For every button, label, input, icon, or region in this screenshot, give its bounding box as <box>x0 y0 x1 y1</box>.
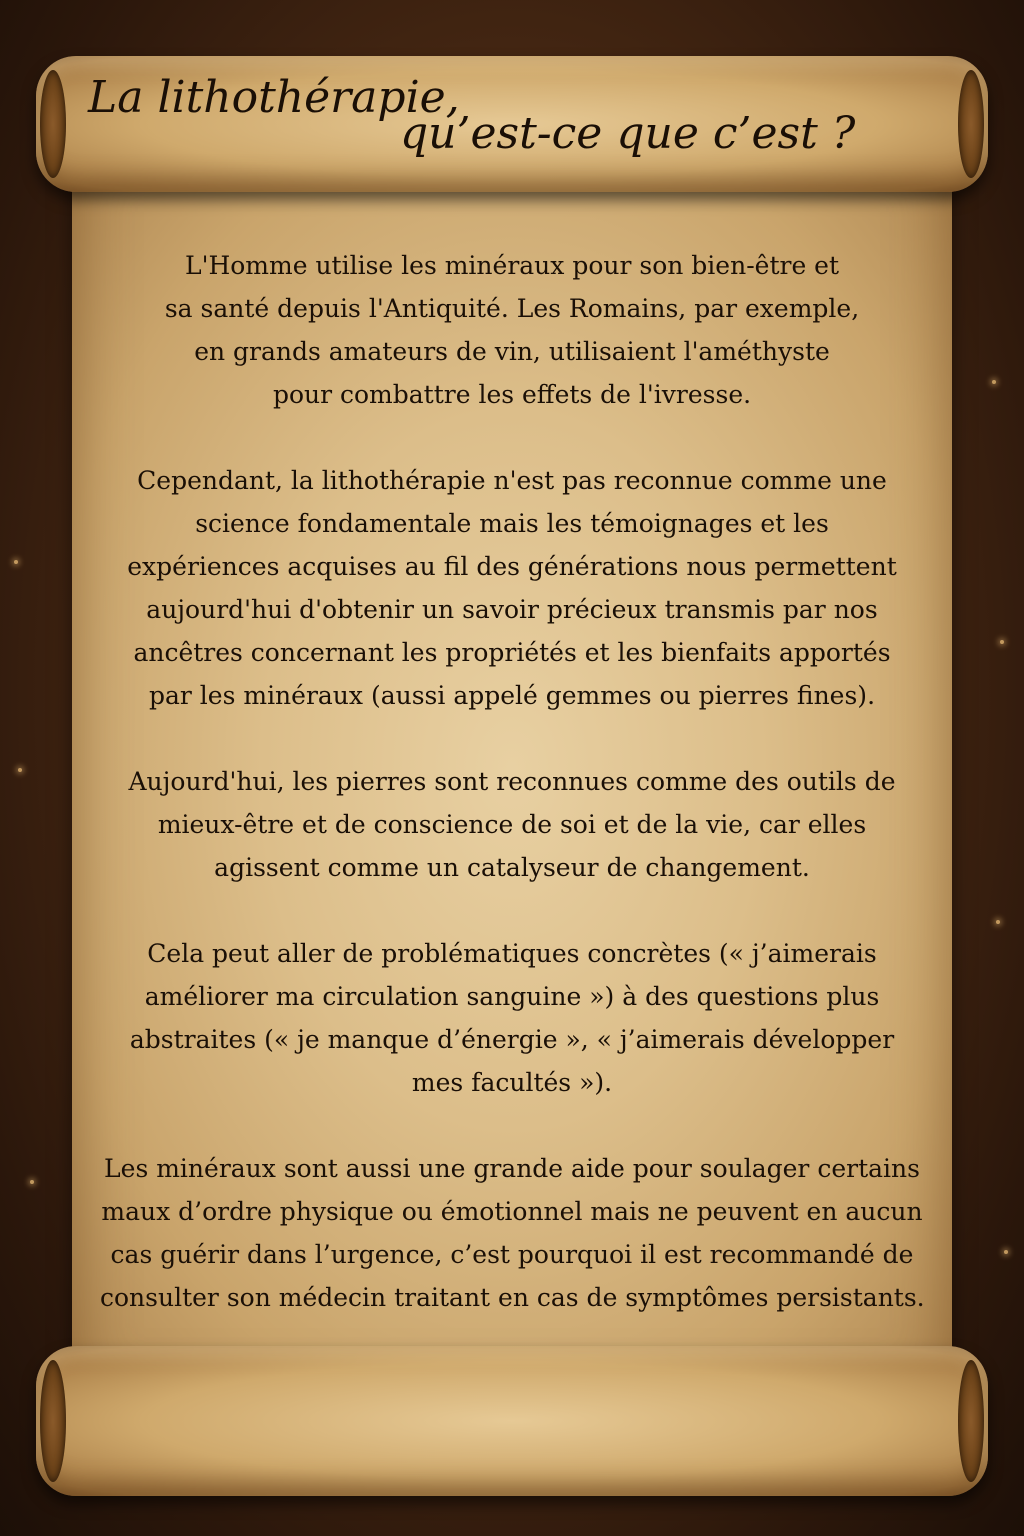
text-line: mes facultés »). <box>411 1068 613 1097</box>
text-line: consulter son médecin traitant en cas de symptômes persistants. <box>100 1283 925 1312</box>
scroll-roll-end <box>40 1360 66 1482</box>
sparkle-decoration <box>30 1180 34 1184</box>
text-line: cas guérir dans l’urgence, c’est pourquoi il est recommandé de <box>110 1240 914 1269</box>
sparkle-decoration <box>1000 640 1004 644</box>
scroll-roll-end <box>40 70 66 178</box>
scroll-roll-end <box>958 1360 984 1482</box>
scroll-content <box>100 244 924 1362</box>
page-title-line-1: La lithothérapie, <box>88 72 460 123</box>
paragraph <box>100 1147 924 1319</box>
scroll-bottom-roll <box>36 1346 988 1496</box>
paragraph <box>100 760 924 889</box>
text-line: Les minéraux sont aussi une grande aide pour soulager certains <box>104 1154 920 1183</box>
text-line: maux d’ordre physique ou émotionnel mais ne peuvent en aucun <box>101 1197 923 1226</box>
text-line: aujourd'hui d'obtenir un savoir précieux transmis par nos <box>146 595 878 624</box>
text-line: Aujourd'hui, les pierres sont reconnues comme des outils de <box>128 767 896 796</box>
text-line: Cependant, la lithothérapie n'est pas reconnue comme une <box>137 466 887 495</box>
sparkle-decoration <box>992 380 996 384</box>
text-line: sa santé depuis l'Antiquité. Les Romains, par exemple, <box>164 294 860 323</box>
paragraph <box>100 459 924 717</box>
text-line: agissent comme un catalyseur de changement. <box>214 853 810 882</box>
sparkle-decoration <box>18 768 22 772</box>
text-line: abstraites (« je manque d’énergie », « j’aimerais développer <box>129 1025 895 1054</box>
text-line: Cela peut aller de problématiques concrètes (« j’aimerais <box>147 939 877 968</box>
text-line: L'Homme utilise les minéraux pour son bien-être et <box>184 251 840 280</box>
text-line: par les minéraux (aussi appelé gemmes ou pierres fines). <box>148 681 876 710</box>
page-title-line-2: qu’est-ce que c’est ? <box>400 108 856 159</box>
text-line: mieux-être et de conscience de soi et de la vie, car elles <box>157 810 867 839</box>
sparkle-decoration <box>1004 1250 1008 1254</box>
scroll-roll-end <box>958 70 984 178</box>
paragraph <box>100 244 924 416</box>
paragraph <box>100 932 924 1104</box>
sparkle-decoration <box>996 920 1000 924</box>
text-line: en grands amateurs de vin, utilisaient l'améthyste <box>194 337 830 366</box>
text-line: améliorer ma circulation sanguine ») à des questions plus <box>144 982 880 1011</box>
text-line: expériences acquises au fil des générations nous permettent <box>127 552 897 581</box>
sparkle-decoration <box>14 560 18 564</box>
text-line: science fondamentale mais les témoignages et les <box>195 509 829 538</box>
text-line: pour combattre les effets de l'ivresse. <box>272 380 752 409</box>
text-line: ancêtres concernant les propriétés et les bienfaits apportés <box>133 638 891 667</box>
